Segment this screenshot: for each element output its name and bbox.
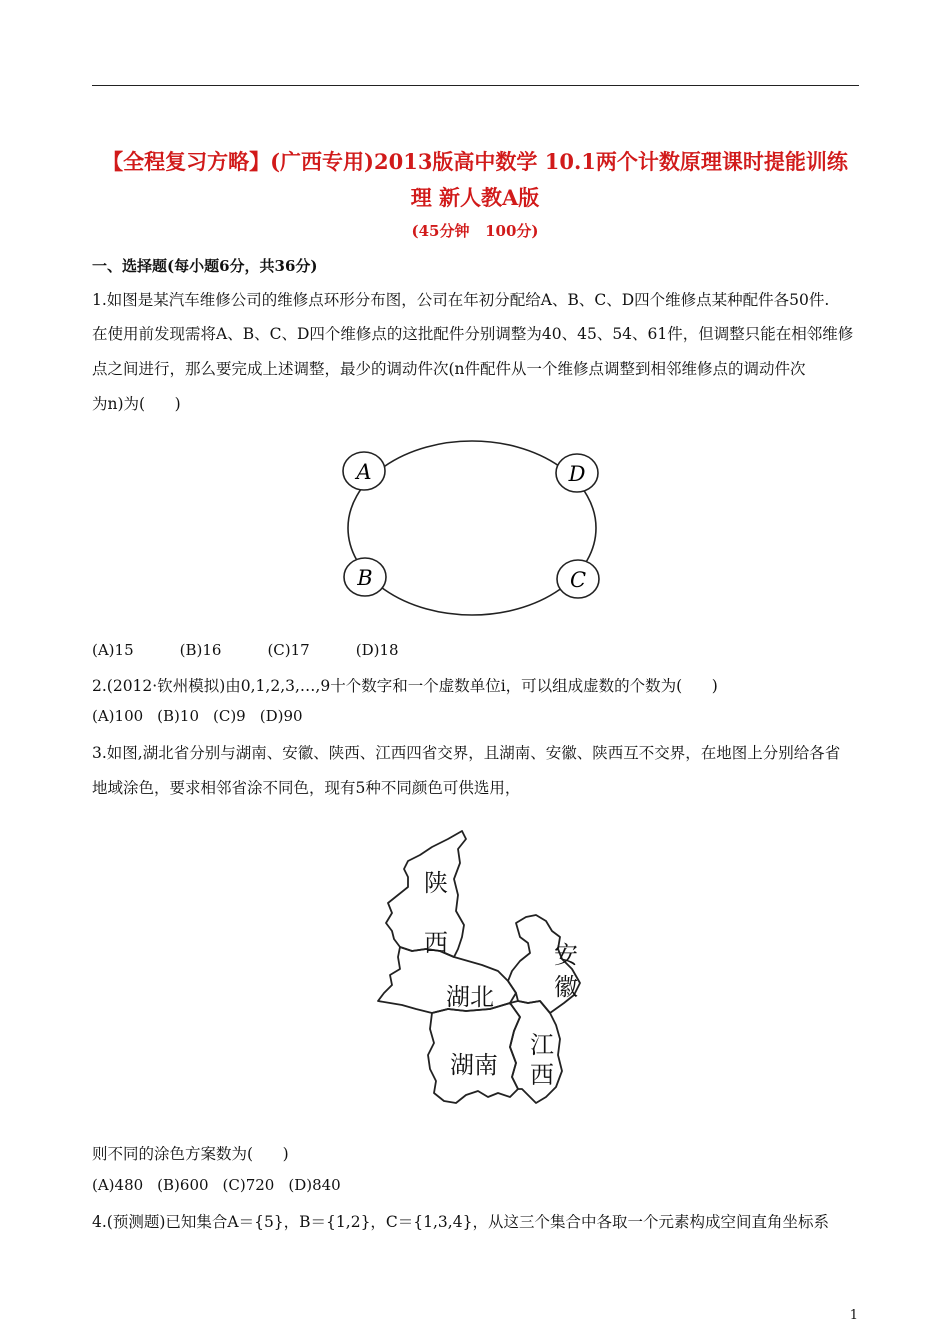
q3-line-1: 3.如图,湖北省分别与湖南、安徽、陕西、江西四省交界，且湖南、安徽、陕西互不交界，在地图上分别给各省 xyxy=(92,744,841,762)
node-b xyxy=(344,558,386,596)
map-label-jiangxi-1: 江 xyxy=(530,1031,554,1059)
document-title-line1: 【全程复习方略】(广西专用)2013版高中数学 10.1两个计数原理课时提能训练 xyxy=(102,149,848,174)
node-a-label: A xyxy=(356,460,372,484)
node-d xyxy=(556,454,598,492)
q3-option-b: (B)600 xyxy=(157,1176,209,1194)
q1-line-3: 点之间进行，那么要完成上述调整，最少的调动件次(n件配件从一个维修点调整到相邻维修点的调动件次 xyxy=(92,360,806,378)
q1-option-d: (D)18 xyxy=(355,641,399,659)
node-c-label: C xyxy=(569,568,587,592)
q1-options xyxy=(92,641,399,659)
ring-diagram xyxy=(330,440,620,620)
map-label-jiangxi-2: 西 xyxy=(530,1061,554,1089)
q3-option-a: (A)480 xyxy=(92,1176,144,1194)
q3-line-2: 地域涂色，要求相邻省涂不同色，现有5种不同颜色可供选用， xyxy=(92,779,521,797)
map-label-hunan: 湖南 xyxy=(450,1051,498,1079)
page-number: 1 xyxy=(849,1308,858,1323)
section-heading: 一、选择题(每小题6分，共36分) xyxy=(92,257,318,275)
node-a xyxy=(343,452,385,490)
q1-line-1: 1.如图是某汽车维修公司的维修点环形分布图，公司在年初分配给A、B、C、D四个维修点某种配件各50件. xyxy=(92,291,830,309)
q1-line-2: 在使用前发现需将A、B、C、D四个维修点的这批配件分别调整为40、45、54、61件，但调整只能在相邻维修 xyxy=(92,325,854,343)
q4-text: 4.(预测题)已知集合A＝{5}，B＝{1,2}，C＝{1,3,4}，从这三个集合中各取一个元素构成空间直角坐标系 xyxy=(92,1213,829,1231)
time-score-note: (45分钟 100分) xyxy=(411,222,539,240)
q2-option-c: (C)9 xyxy=(213,707,246,725)
node-b-label: B xyxy=(357,566,373,590)
map-label-anhui-1: 安 xyxy=(554,941,578,969)
map-label-shaanxi-2: 西 xyxy=(424,929,448,957)
map-label-anhui-2: 徽 xyxy=(554,973,578,1001)
q1-line-4: 为n)为( ) xyxy=(92,395,181,413)
q2-option-b: (B)10 xyxy=(157,707,199,725)
q3-option-c: (C)720 xyxy=(222,1176,275,1194)
node-c xyxy=(557,560,599,598)
q1-option-b: (B)16 xyxy=(179,641,222,659)
map-label-shaanxi-1: 陕 xyxy=(424,869,448,897)
q3-options xyxy=(92,1176,341,1194)
q3-option-d: (D)840 xyxy=(288,1176,341,1194)
q3-followup: 则不同的涂色方案数为( ) xyxy=(92,1145,289,1163)
province-map xyxy=(370,825,620,1125)
map-label-hubei: 湖北 xyxy=(446,983,494,1011)
node-d-label: D xyxy=(568,462,586,486)
q2-options xyxy=(92,707,303,725)
q1-option-a: (A)15 xyxy=(92,641,134,659)
q2-text: 2.(2012·钦州模拟)由0,1,2,3,…,9十个数字和一个虚数单位i，可以组成虚数的个数为( ) xyxy=(92,677,718,695)
q2-option-a: (A)100 xyxy=(92,707,144,725)
document-title-line2: 理 新人教A版 xyxy=(410,185,540,210)
top-rule xyxy=(92,85,859,86)
q1-option-c: (C)17 xyxy=(267,641,310,659)
q2-option-d: (D)90 xyxy=(259,707,303,725)
